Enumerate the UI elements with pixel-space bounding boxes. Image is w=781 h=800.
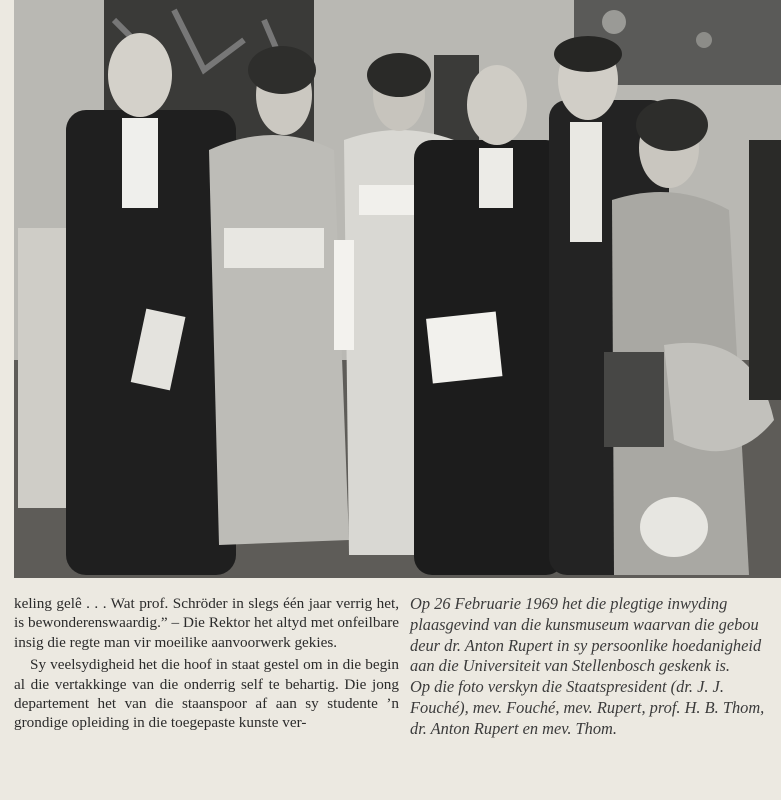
body-paragraph-2: Sy veelsydigheid het die hoof in staat gestel om in die begin al die vertakkinge van die onderrig self te behartig. Die jong departement het van die staanspoor af aan sy studente ’n grondige opleiding in die toegepaste kunste ver- [14, 656, 399, 732]
body-paragraph-1: keling gelê . . . Wat prof. Schröder in slegs één jaar verrig het, is bewonderenswaardig.” – Die Rektor het altyd met onfeilbare insig die regte man vir moeilike aanvoorwerk gekies. [14, 595, 399, 651]
photo-caption [410, 594, 781, 740]
text-columns [14, 594, 781, 800]
caption-paragraph-2: Op die foto verskyn die Staatspresident (dr. J. J. Fouché), mev. Fouché, mev. Rupert, prof. H. B. Thom, dr. Anton Rupert en mev. Thom. [410, 677, 765, 738]
figure-man-left [66, 33, 236, 575]
figure-man-middle [414, 65, 564, 575]
group-photograph [14, 0, 781, 578]
body-text [14, 594, 399, 733]
caption-paragraph-1: Op 26 Februarie 1969 het die plegtige inwyding plaasgevind van die kunsmuseum waarvan die gebou deur dr. Anton Rupert in sy persoonlike hoedanigheid aan die Universiteit van Stellenbosch geskenk is. [410, 594, 762, 676]
